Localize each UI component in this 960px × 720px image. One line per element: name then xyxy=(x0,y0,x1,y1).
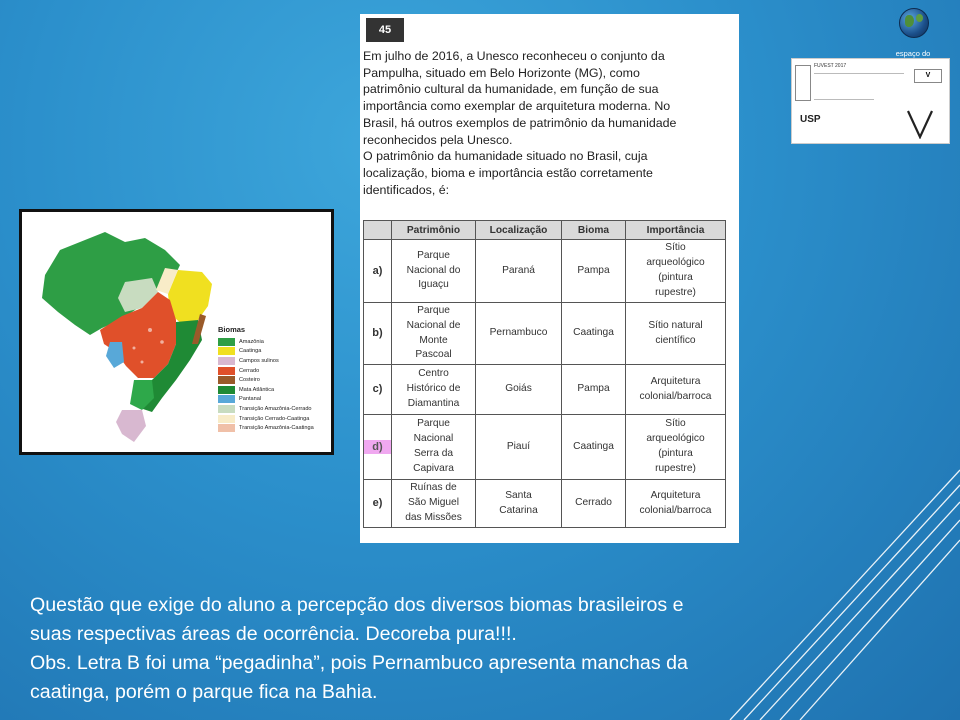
logo-tagline: espaço do xyxy=(895,49,931,58)
table-row xyxy=(364,303,726,365)
cell-line: Goiás xyxy=(505,383,532,395)
cell-line: Caatinga xyxy=(573,440,614,452)
legend-item xyxy=(218,375,330,385)
table-row xyxy=(364,240,726,303)
cell-line: Monte xyxy=(419,334,448,346)
highlighted-option: d) xyxy=(364,440,391,455)
legend-swatch xyxy=(218,347,235,355)
cell-bioma xyxy=(562,240,626,303)
fuvest-card-image xyxy=(791,58,950,144)
cell-line: Pascoal xyxy=(415,349,452,361)
legend-label: Transição Amazônia-Cerrado xyxy=(239,405,312,412)
cell-line: Pernambuco xyxy=(489,327,548,339)
cell-localizacao xyxy=(476,365,562,415)
question-line: identificados, é: xyxy=(363,182,450,197)
cell-line: Sítio xyxy=(665,418,686,430)
cell-line: científico xyxy=(655,334,696,346)
legend-item xyxy=(218,404,330,414)
legend-item xyxy=(218,356,330,366)
caption-line: suas respectivas áreas de ocorrência. Decoreba pura!!!. xyxy=(30,623,517,645)
card-label: FUVEST 2017 xyxy=(814,63,847,69)
cell-patrimonio xyxy=(392,240,476,303)
cell-line: arqueológico xyxy=(646,257,705,269)
cell-line: arqueológico xyxy=(646,433,705,445)
caption-line: caatinga, porém o parque fica na Bahia. xyxy=(30,681,378,703)
header-option xyxy=(364,221,392,240)
usp-logo: USP xyxy=(800,114,821,125)
cell-line: Cerrado xyxy=(575,497,612,509)
cell-patrimonio xyxy=(392,365,476,415)
cell-line: Histórico de xyxy=(406,383,461,395)
cell-line: Centro xyxy=(418,368,449,380)
legend-label: Pantanal xyxy=(239,396,262,403)
legend-item xyxy=(218,395,330,405)
cell-localizacao xyxy=(476,240,562,303)
cell-line: (pintura xyxy=(658,448,693,459)
cell-line: Nacional xyxy=(413,433,454,445)
question-line: importância como exemplar de arquitetura moderna. No xyxy=(363,99,671,114)
legend-label: Amazônia xyxy=(239,338,264,345)
legend-item xyxy=(218,423,330,433)
legend-swatch xyxy=(218,338,235,346)
answers-table xyxy=(363,220,726,528)
cell-line: (pintura xyxy=(658,272,693,283)
cell-line: Serra da xyxy=(413,448,454,459)
legend-item xyxy=(218,347,330,357)
campos-sulinos-region xyxy=(116,410,146,442)
cell-importancia xyxy=(626,303,726,365)
cell-line: Parque xyxy=(417,304,450,316)
legend-swatch xyxy=(218,357,235,365)
option-label xyxy=(364,415,392,480)
legend-swatch xyxy=(218,386,235,394)
table-row xyxy=(364,365,726,415)
cell-line: colonial/barroca xyxy=(639,504,712,516)
cell-line: Sítio xyxy=(665,242,686,254)
legend-swatch xyxy=(218,367,235,375)
cell-line: Piauí xyxy=(506,440,531,452)
slide-caption xyxy=(30,591,940,707)
cell-importancia xyxy=(626,415,726,480)
legend-label: Transição Cerrado-Caatinga xyxy=(239,415,310,422)
header-bioma: Bioma xyxy=(562,221,626,240)
legend-label: Mata Atlântica xyxy=(239,386,275,393)
header-localizacao: Localização xyxy=(476,221,562,240)
question-line: Em julho de 2016, a Unesco reconheceu o conjunto da xyxy=(363,49,665,63)
table-row xyxy=(364,415,726,480)
legend-label: Campos sulinos xyxy=(239,357,279,364)
card-strip xyxy=(795,65,811,101)
cell-line: Santa xyxy=(505,489,532,501)
cell-line: das Missões xyxy=(405,511,462,523)
question-line: localização, bioma e importância estão corretamente xyxy=(363,165,653,180)
cell-line: Capivara xyxy=(413,462,454,474)
caption-line: Obs. Letra B foi uma “pegadinha”, pois Pernambuco apresenta manchas da xyxy=(30,652,688,674)
cell-localizacao xyxy=(476,303,562,365)
question-line: patrimônio cultural da humanidade, em função de sua xyxy=(363,82,659,97)
header-patrimonio: Patrimônio xyxy=(392,221,476,240)
cell-localizacao xyxy=(476,480,562,528)
cell-line: Nacional do xyxy=(406,264,461,276)
cell-line: colonial/barroca xyxy=(639,390,712,402)
question-line: O patrimônio da humanidade situado no Brasil, cuja xyxy=(363,149,648,164)
cell-patrimonio xyxy=(392,415,476,480)
table-row xyxy=(364,480,726,528)
legend-label: Cerrado xyxy=(239,367,260,374)
cell-line: Arquitetura xyxy=(650,489,701,501)
cell-bioma xyxy=(562,480,626,528)
card-box: V xyxy=(914,69,942,83)
cell-line: Parque xyxy=(417,249,450,261)
site-logo xyxy=(877,6,949,58)
biomes-map xyxy=(19,209,334,455)
cell-bioma xyxy=(562,365,626,415)
legend-item xyxy=(218,337,330,347)
legend-item xyxy=(218,414,330,424)
globe-icon xyxy=(899,8,929,38)
cell-bioma xyxy=(562,415,626,480)
cell-line: São Miguel xyxy=(408,497,459,509)
question-panel xyxy=(360,14,739,543)
cell-line: Caatinga xyxy=(573,327,614,339)
cell-importancia xyxy=(626,480,726,528)
option-label: a) xyxy=(364,240,392,303)
legend-title: Biomas xyxy=(218,325,246,334)
legend-swatch xyxy=(218,415,235,423)
legend-swatch xyxy=(218,424,235,432)
question-text xyxy=(363,48,733,198)
cell-line: Arquitetura xyxy=(650,375,701,387)
fuvest-v-icon xyxy=(906,109,934,139)
cell-line: Catarina xyxy=(499,504,538,516)
caption-line: Questão que exige do aluno a percepção dos diversos biomas brasileiros e xyxy=(30,594,684,616)
cell-line: Nacional de xyxy=(406,319,461,331)
legend-swatch xyxy=(218,376,235,384)
cell-line: rupestre) xyxy=(655,462,696,474)
legend-label: Costeiro xyxy=(239,377,260,384)
option-label: b) xyxy=(364,303,392,365)
cell-importancia xyxy=(626,365,726,415)
brazil-map-image xyxy=(30,220,220,452)
table-header-row xyxy=(364,221,726,240)
cell-line: Parque xyxy=(417,418,450,430)
legend-label: Transição Amazônia-Caatinga xyxy=(239,425,314,432)
cell-line: rupestre) xyxy=(655,286,696,298)
cell-line: Iguaçu xyxy=(418,279,449,291)
cell-line: Sítio natural xyxy=(648,319,703,331)
cell-importancia xyxy=(626,240,726,303)
option-label: e) xyxy=(364,480,392,528)
question-line: Brasil, há outros exemplos de patrimônio da humanidade xyxy=(363,115,677,130)
legend-item xyxy=(218,366,330,376)
cell-line: Paraná xyxy=(502,264,535,276)
legend-swatch xyxy=(218,395,235,403)
option-label: c) xyxy=(364,365,392,415)
cell-patrimonio xyxy=(392,480,476,528)
map-legend xyxy=(218,325,330,433)
cell-line: Diamantina xyxy=(407,397,460,409)
legend-item xyxy=(218,385,330,395)
cell-line: Ruínas de xyxy=(410,482,457,494)
cell-localizacao xyxy=(476,415,562,480)
cell-line: Pampa xyxy=(577,383,610,395)
header-importancia: Importância xyxy=(626,221,726,240)
legend-label: Caatinga xyxy=(239,348,262,355)
question-number: 45 xyxy=(366,18,404,42)
cell-line: Pampa xyxy=(577,264,610,276)
legend-swatch xyxy=(218,405,235,413)
question-line: Pampulha, situado em Belo Horizonte (MG), como xyxy=(363,65,640,80)
question-line: reconhecidos pela Unesco. xyxy=(363,132,513,147)
cell-bioma xyxy=(562,303,626,365)
cell-patrimonio xyxy=(392,303,476,365)
